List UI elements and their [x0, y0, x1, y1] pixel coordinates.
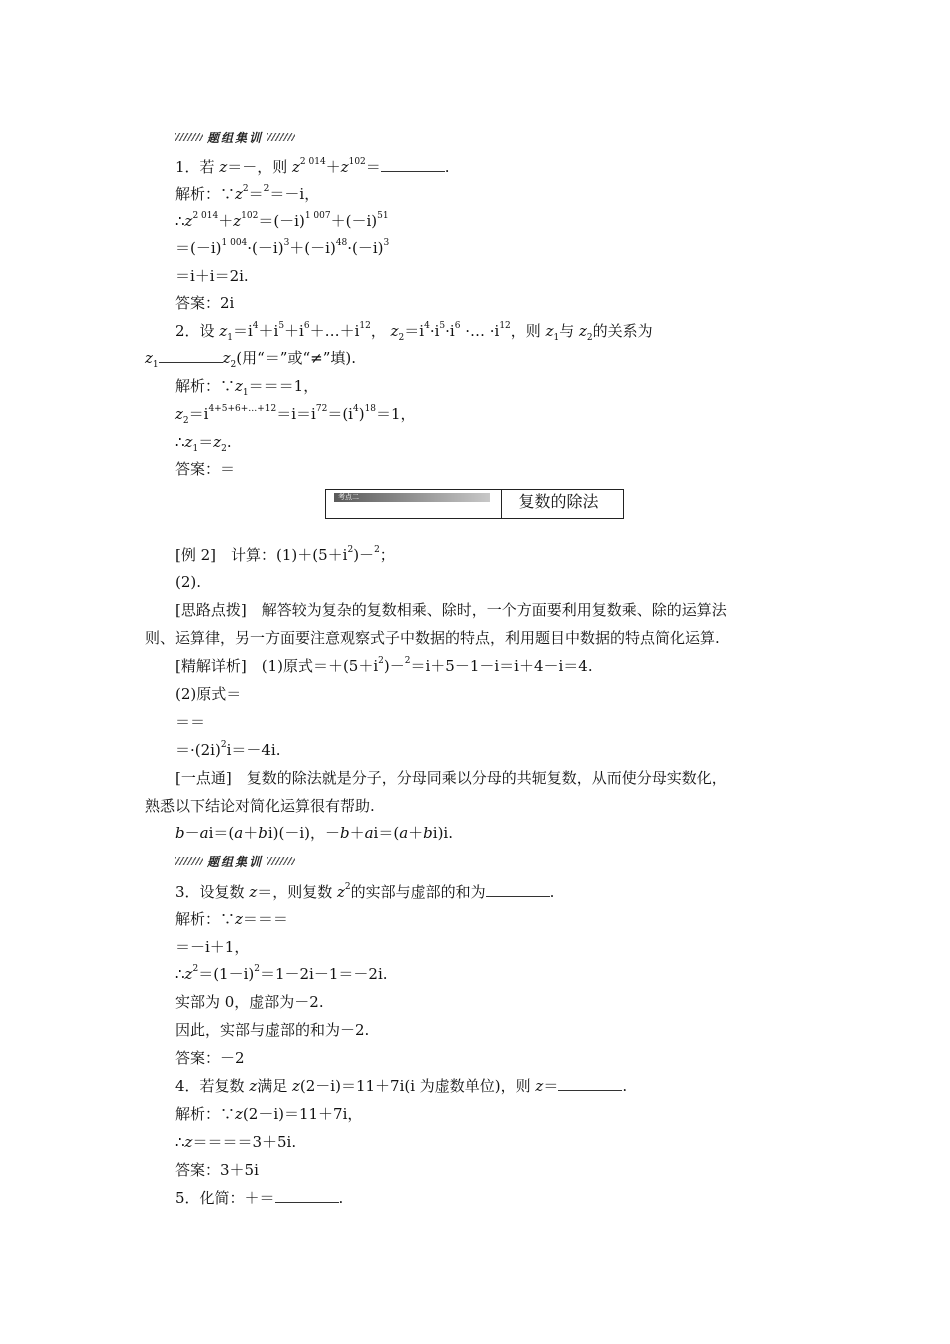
- answer-blank: [558, 1076, 622, 1091]
- answer-blank: [159, 348, 223, 363]
- solution-line: ∴z＝＝＝＝3＋5i.: [175, 1133, 297, 1151]
- hatch-decoration: [175, 857, 203, 865]
- hint-line: 则、运算律，另一方面要注意观察式子中数据的特点，利用题目中数据的特点简化运算.: [145, 629, 720, 647]
- solution-line: $z_2=i^{4+5+6+\dots+12}=i=i^{72}=(i^4)^{18}=1$，: [175, 404, 416, 426]
- formula-line: b－ai＝(a＋bi)(－i)，－b＋ai＝(a＋bi)i.: [175, 824, 453, 842]
- tip-line: 熟悉以下结论对简化运算很有帮助.: [145, 797, 375, 815]
- answer-line: 答案：－2: [175, 1049, 245, 1067]
- hatch-decoration: [267, 857, 295, 865]
- problem-3-line: 3．设复数 z＝，则复数 $z^2$的实部与虚部的和为 .: [175, 882, 555, 901]
- solution-line: $\therefore z^{2 014}+z^{102}=(-i)^{1 007}+(-i)^{51}$: [175, 211, 389, 230]
- keypoint-title: 复数的除法: [518, 492, 599, 511]
- solution-line: 因此，实部与虚部的和为－2.: [175, 1021, 370, 1039]
- detailed-solution-line: (2)原式＝: [175, 685, 242, 703]
- detailed-solution-line: $=\cdot(2i)^2i=-4i$.: [175, 740, 281, 759]
- detailed-solution-line: [精解详析] (1)原式$=+(5+i^2)-^2=i+5-1-i=i+4-i=4$.: [175, 656, 593, 675]
- keypoint-box: [325, 489, 624, 519]
- keypoint-tag: 考点二: [338, 493, 359, 501]
- section-header-group-practice: [175, 853, 295, 869]
- answer-blank: [381, 157, 445, 172]
- solution-line: $\therefore z^2=(1-i)^2=1-2i-1=-2i$.: [175, 964, 388, 983]
- solution-line: 解析：$\because z_1===1$，: [175, 377, 319, 398]
- problem-1-line: 1．若 z＝－，则 $z^{2 014}+z^{102}=$ .: [175, 157, 450, 176]
- answer-line: 答案：2i: [175, 294, 235, 312]
- answer-blank: [275, 1188, 339, 1203]
- keypoint-tag-bar: [334, 493, 490, 502]
- solution-line: 解析：∵z＝＝＝: [175, 910, 288, 928]
- hatch-decoration: [267, 133, 295, 141]
- solution-line: 解析：$\because z^2=^2=-i$，: [175, 184, 320, 203]
- section-header-label: 题组集训: [207, 130, 264, 145]
- solution-line: ＝i＋i＝2i.: [175, 267, 249, 285]
- solution-line: $=(-i)^{1 004}\cdot(-i)^3+(-i)^{48}\cdot(-i)^3$: [175, 238, 390, 257]
- detailed-solution-line: ＝＝: [175, 713, 206, 731]
- section-header-label: 题组集训: [207, 854, 264, 869]
- answer-blank: [486, 882, 550, 897]
- solution-line: 实部为 0，虚部为－2.: [175, 993, 324, 1011]
- answer-line: 答案：3＋5i: [175, 1161, 259, 1179]
- hint-line: [思路点拨] 解答较为复杂的复数相乘、除时，一个方面要利用复数乘、除的运算法: [175, 601, 727, 619]
- problem-2-line: $z_1$ $z_2$(用“＝”或“≠”填).: [145, 349, 356, 370]
- solution-line: 解析：∵z(2－i)＝11＋7i，: [175, 1105, 363, 1123]
- problem-4-line: 4．若复数 z满足 z(2－i)＝11＋7i(i 为虚数单位)，则 z＝ .: [175, 1077, 628, 1095]
- solution-line: ＝－i＋1，: [175, 938, 250, 956]
- answer-line: 答案：＝: [175, 460, 236, 478]
- problem-2-line: 2．设 $z_1=i^4+i^5+i^6+\dots+i^{12}$， $z_2=i^4\cdot i^5\cdot i^6$ ·… $\cdot i^{12}$，则 $z_1$与 $z_2$的关系为: [175, 321, 653, 343]
- hatch-decoration: [175, 133, 203, 141]
- example-line: (2).: [175, 573, 202, 591]
- section-header-group-practice: [175, 129, 295, 145]
- solution-line: $\therefore z_1=z_2$.: [175, 433, 232, 454]
- example-line: [例 2] 计算：$(1)+(5+i^2)-^2$；: [175, 545, 395, 564]
- tip-line: [一点通] 复数的除法就是分子，分母同乘以分母的共轭复数，从而使分母实数化，: [175, 769, 727, 787]
- problem-5-line: 5．化简：＋＝ .: [175, 1189, 344, 1207]
- keypoint-tag-cell: [326, 490, 502, 518]
